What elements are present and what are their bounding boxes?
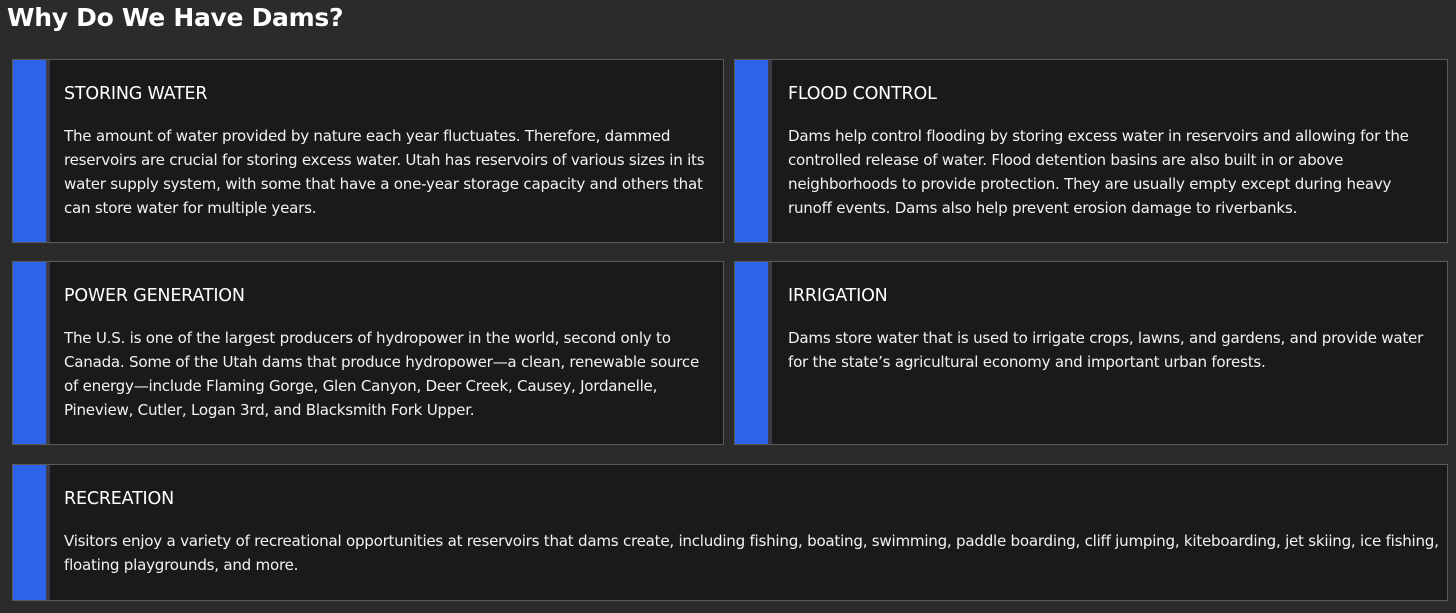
card-storing-water	[12, 59, 724, 243]
card-accent-edge	[768, 262, 772, 444]
card-recreation	[12, 464, 1448, 601]
card-accent-edge	[768, 60, 772, 242]
card-heading: RECREATION	[64, 489, 174, 509]
card-accent-bar	[735, 262, 768, 444]
card-body: The U.S. is one of the largest producers of hydropower in the world, second only to Canada. Some of the Utah dams that produce hydropower—a clean, renewable source of energy—include Flaming Gorge, Glen Canyon, Deer Creek, Causey, Jordanelle, Pineview, Cutler, Logan 3rd, and Blacksmith Fork Upper.	[64, 329, 699, 419]
card-irrigation	[734, 261, 1448, 445]
card-heading: POWER GENERATION	[64, 286, 245, 306]
card-body: Visitors enjoy a variety of recreational opportunities at reservoirs that dams create, including fishing, boating, swimming, paddle boarding, cliff jumping, kiteboarding, jet skiing, ice fishing, floating playgrounds, and more.	[64, 532, 1439, 574]
card-heading: STORING WATER	[64, 84, 208, 104]
card-accent-edge	[46, 262, 50, 444]
card-accent-bar	[13, 60, 46, 242]
card-body: Dams store water that is used to irrigate crops, lawns, and gardens, and provide water for the state’s agricultural economy and important urban forests.	[788, 329, 1424, 371]
card-heading: IRRIGATION	[788, 286, 888, 306]
card-power-generation	[12, 261, 724, 445]
card-accent-edge	[46, 60, 50, 242]
card-accent-bar	[13, 465, 46, 600]
card-body: Dams help control flooding by storing excess water in reservoirs and allowing for the controlled release of water. Flood detention basins are also built in or above neighborhoods to provide protection. They are usually empty except during heavy runoff events. Dams also help prevent erosion damage to riverbanks.	[788, 127, 1409, 217]
card-accent-bar	[735, 60, 768, 242]
card-heading: FLOOD CONTROL	[788, 84, 937, 104]
card-flood-control	[734, 59, 1448, 243]
page-title: Why Do We Have Dams?	[7, 3, 344, 32]
card-accent-bar	[13, 262, 46, 444]
card-body: The amount of water provided by nature each year fluctuates. Therefore, dammed reservoirs are crucial for storing excess water. Utah has reservoirs of various sizes in its water supply system, with some that have a one-year storage capacity and others that can store water for multiple years.	[64, 127, 705, 217]
card-accent-edge	[46, 465, 50, 600]
